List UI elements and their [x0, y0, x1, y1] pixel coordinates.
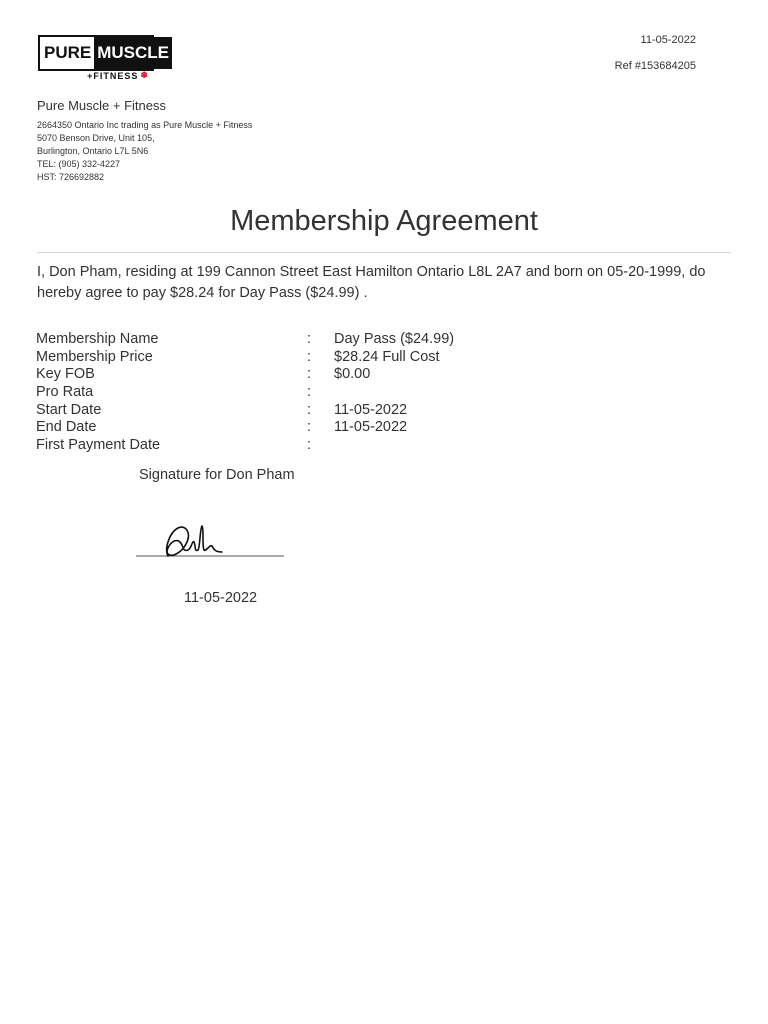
- detail-separator: :: [307, 384, 312, 401]
- detail-label: Key FOB: [36, 366, 95, 383]
- detail-value: Day Pass ($24.99): [334, 331, 455, 347]
- signature-image: [134, 518, 286, 560]
- signature-label: Signature for Don Pham: [139, 467, 295, 483]
- company-info-line: TEL: (905) 332-4227: [37, 159, 121, 169]
- agreement-paragraph: I, Don Pham, residing at 199 Cannon Street East Hamilton Ontario L8L 2A7 and born on 05-20-1999, do hereby agree to pay $28.24 for Day Pass ($24.99) .: [37, 264, 706, 301]
- company-info-line: Burlington, Ontario L7L 5N6: [37, 146, 149, 156]
- detail-separator: :: [307, 401, 312, 418]
- detail-label: Start Date: [36, 401, 102, 418]
- reference-number: Ref #153684205: [614, 60, 696, 72]
- detail-value: $28.24 Full Cost: [334, 348, 440, 365]
- detail-separator: :: [307, 366, 312, 383]
- company-info-line: 5070 Benson Drive, Unit 105,: [37, 133, 155, 143]
- divider: [37, 252, 731, 253]
- logo-box: [38, 35, 170, 71]
- detail-row: [36, 437, 636, 455]
- detail-value: $0.00: [334, 366, 371, 383]
- detail-separator: :: [307, 348, 312, 365]
- company-info-line: HST: 726692882: [37, 172, 105, 182]
- detail-label: Membership Price: [36, 348, 153, 365]
- logo-word-muscle: MUSCLE: [94, 37, 172, 69]
- maple-leaf-icon: ❄: [140, 70, 149, 80]
- detail-label: First Payment Date: [36, 437, 161, 454]
- brand-logo: [38, 35, 170, 81]
- detail-row: [36, 402, 636, 420]
- detail-separator: :: [307, 331, 312, 347]
- detail-separator: :: [307, 419, 312, 436]
- detail-separator: :: [307, 437, 312, 454]
- logo-tagline: [38, 70, 154, 81]
- detail-value: 11-05-2022: [334, 419, 408, 436]
- logo-word-pure: PURE: [40, 37, 94, 69]
- company-info: [37, 119, 252, 184]
- membership-details: [36, 331, 636, 455]
- detail-row: [36, 419, 636, 437]
- detail-row: [36, 384, 636, 402]
- signature-date: 11-05-2022: [184, 590, 258, 606]
- detail-label: End Date: [36, 419, 97, 436]
- detail-row: [36, 366, 636, 384]
- detail-label: Membership Name: [36, 331, 159, 347]
- detail-row: [36, 331, 636, 349]
- logo-word-fitness: +FITNESS: [87, 70, 139, 81]
- document-title: Membership Agreement: [230, 205, 538, 237]
- company-info-line: 2664350 Ontario Inc trading as Pure Muscle + Fitness: [37, 120, 253, 130]
- detail-value: 11-05-2022: [334, 401, 408, 418]
- company-name: Pure Muscle + Fitness: [37, 98, 166, 113]
- detail-label: Pro Rata: [36, 384, 94, 401]
- document-date: 11-05-2022: [640, 34, 696, 46]
- detail-row: [36, 349, 636, 367]
